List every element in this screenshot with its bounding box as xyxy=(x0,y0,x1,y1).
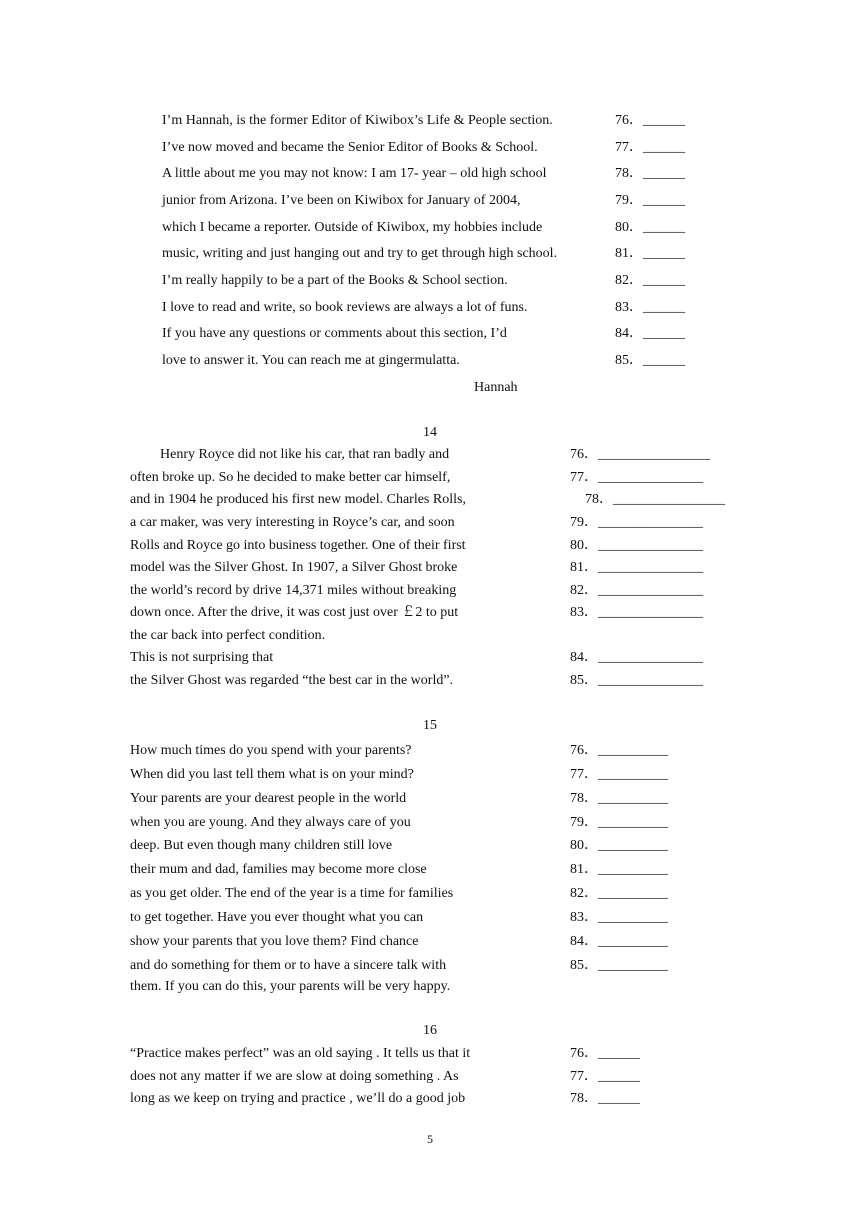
passage-14-line: and in 1904 he produced his first new model. Charles Rolls, xyxy=(130,492,466,507)
passage-14-line: This is not surprising that xyxy=(130,650,274,665)
passage-15-line: deep. But even though many children still love xyxy=(130,838,393,853)
passage-13-line: I’m really happily to be a part of the Books & School section. xyxy=(162,273,508,288)
passage-14-line: Henry Royce did not like his car, that ran badly and xyxy=(160,447,450,462)
passage-number: 16 xyxy=(423,1023,437,1038)
answer-blank[interactable]: 83．_______________ xyxy=(570,605,703,620)
passage-16-line: does not any matter if we are slow at doing something . As xyxy=(130,1069,459,1084)
passage-16-line: “Practice makes perfect” was an old saying . It tells us that it xyxy=(130,1046,471,1061)
passage-14-line: the car back into perfect condition. xyxy=(130,628,326,643)
passage-14-line: model was the Silver Ghost. In 1907, a Silver Ghost broke xyxy=(130,560,458,575)
passage-15-line: When did you last tell them what is on your mind? xyxy=(130,767,414,782)
answer-blank[interactable]: 78．______ xyxy=(615,166,685,181)
passage-15-line: show your parents that you love them? Find chance xyxy=(130,934,419,949)
passage-13-line: If you have any questions or comments about this section, I’d xyxy=(162,326,507,341)
answer-blank[interactable]: 79．______ xyxy=(615,193,685,208)
passage-14-line: a car maker, was very interesting in Royce’s car, and soon xyxy=(130,515,455,530)
passage-13-line: music, writing and just hanging out and try to get through high school. xyxy=(162,246,558,261)
answer-blank[interactable]: 76．______ xyxy=(570,1046,640,1061)
answer-blank[interactable]: 77．______ xyxy=(615,140,685,155)
passage-15-line: as you get older. The end of the year is a time for families xyxy=(130,886,454,901)
passage-13-line: I’ve now moved and became the Senior Editor of Books & School. xyxy=(162,140,538,155)
answer-blank[interactable]: 79．__________ xyxy=(570,815,668,830)
passage-13-line: I’m Hannah, is the former Editor of Kiwibox’s Life & People section. xyxy=(162,113,553,128)
answer-blank[interactable]: 82．______ xyxy=(615,273,685,288)
answer-blank[interactable]: 78．________________ xyxy=(585,492,725,507)
answer-blank[interactable]: 81．_______________ xyxy=(570,560,703,575)
answer-blank[interactable]: 81．______ xyxy=(615,246,685,261)
passage-13-line: A little about me you may not know: I am 17- year – old high school xyxy=(162,166,547,181)
passage-14-line: often broke up. So he decided to make better car himself, xyxy=(130,470,451,485)
answer-blank[interactable]: 83．______ xyxy=(615,300,685,315)
passage-number: 15 xyxy=(423,718,437,733)
answer-blank[interactable]: 82．_______________ xyxy=(570,583,703,598)
passage-13-line: I love to read and write, so book reviews are always a lot of funs. xyxy=(162,300,528,315)
answer-blank[interactable]: 77．_______________ xyxy=(570,470,703,485)
passage-13-line: love to answer it. You can reach me at gingermulatta. xyxy=(162,353,460,368)
answer-blank[interactable]: 85．_______________ xyxy=(570,673,703,688)
passage-15-line: and do something for them or to have a sincere talk with xyxy=(130,958,447,973)
passage-15-line: to get together. Have you ever thought what you can xyxy=(130,910,424,925)
answer-blank[interactable]: 82．__________ xyxy=(570,886,668,901)
page-number: 5 xyxy=(427,1132,433,1146)
passage-13-line: which I became a reporter. Outside of Kiwibox, my hobbies include xyxy=(162,220,543,235)
passage-15-line: Your parents are your dearest people in the world xyxy=(130,791,407,806)
answer-blank[interactable]: 77．______ xyxy=(570,1069,640,1084)
passage-15-line: their mum and dad, families may become more close xyxy=(130,862,427,877)
passage-number: 14 xyxy=(423,425,437,440)
passage-14-line: the world’s record by drive 14,371 miles without breaking xyxy=(130,583,457,598)
answer-blank[interactable]: 85．__________ xyxy=(570,958,668,973)
passage-15-line: them. If you can do this, your parents will be very happy. xyxy=(130,979,451,994)
answer-blank[interactable]: 76．______ xyxy=(615,113,685,128)
answer-blank[interactable]: 81．__________ xyxy=(570,862,668,877)
signature: Hannah xyxy=(474,380,518,395)
answer-blank[interactable]: 84．_______________ xyxy=(570,650,703,665)
passage-15-line: How much times do you spend with your parents? xyxy=(130,743,412,758)
answer-blank[interactable]: 80．______ xyxy=(615,220,685,235)
answer-blank[interactable]: 85．______ xyxy=(615,353,685,368)
passage-14-line: Rolls and Royce go into business together. One of their first xyxy=(130,538,466,553)
answer-blank[interactable]: 76．__________ xyxy=(570,743,668,758)
answer-blank[interactable]: 78．__________ xyxy=(570,791,668,806)
answer-blank[interactable]: 84．__________ xyxy=(570,934,668,949)
passage-14-line: the Silver Ghost was regarded “the best car in the world”. xyxy=(130,673,454,688)
answer-blank[interactable]: 83．__________ xyxy=(570,910,668,925)
answer-blank[interactable]: 84．______ xyxy=(615,326,685,341)
passage-16-line: long as we keep on trying and practice , we’ll do a good job xyxy=(130,1091,466,1106)
answer-blank[interactable]: 80．__________ xyxy=(570,838,668,853)
answer-blank[interactable]: 76．________________ xyxy=(570,447,710,462)
answer-blank[interactable]: 77．__________ xyxy=(570,767,668,782)
passage-15-line: when you are young. And they always care of you xyxy=(130,815,411,830)
passage-13-line: junior from Arizona. I’ve been on Kiwibox for January of 2004, xyxy=(162,193,521,208)
answer-blank[interactable]: 78．______ xyxy=(570,1091,640,1106)
answer-blank[interactable]: 80．_______________ xyxy=(570,538,703,553)
passage-14-line: down once. After the drive, it was cost just over ￡2 to put xyxy=(130,605,459,620)
answer-blank[interactable]: 79．_______________ xyxy=(570,515,703,530)
